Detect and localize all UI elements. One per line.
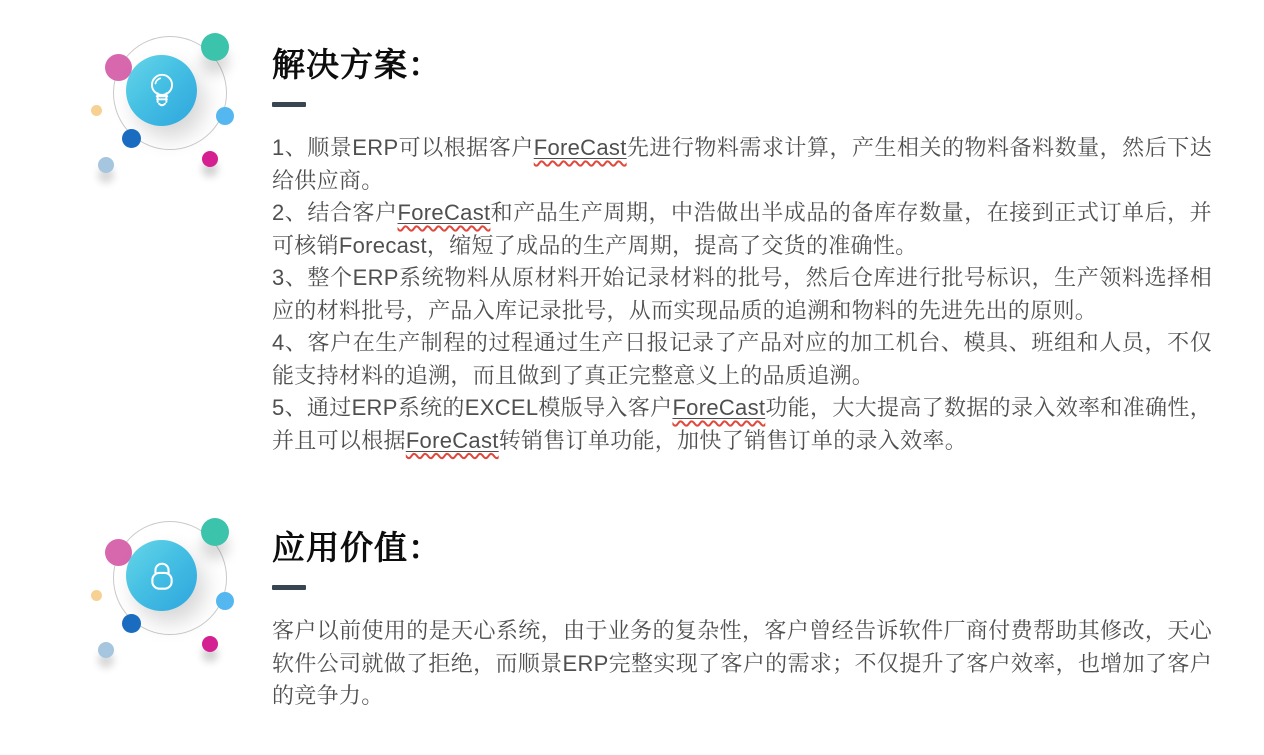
dot-teal (201, 33, 229, 61)
misspelled-word: ForeCast (405, 427, 499, 453)
dot-skyblue (216, 592, 234, 610)
misspelled-word: ForeCast (533, 135, 627, 160)
value-paragraphs (272, 615, 1212, 713)
dot-darkblue (122, 129, 141, 148)
paragraph: 3、整个ERP系统物料从原材料开始记录材料的批号，然后仓库进行批号标识，生产领料选择相应的材料批号，产品入库记录批号，从而实现品质的追溯和物料的先进先出的原则。 (272, 265, 1212, 323)
value-section (272, 527, 1212, 713)
solution-icon-circle (126, 55, 197, 126)
misspelled-word: ForeCast (397, 200, 491, 225)
value-icon-circle (126, 540, 197, 611)
solution-paragraphs (272, 132, 1212, 457)
solution-icon-cluster (85, 25, 245, 185)
dot-skyblue (216, 107, 234, 125)
paragraph: 2、结合客户ForeCast和产品生产周期，中浩做出半成品的备库存数量，在接到正式订单后，并可核销Forecast，缩短了成品的生产周期，提高了交货的准确性。 (272, 200, 1212, 258)
dot-paleblue (98, 157, 114, 173)
dot-darkblue (122, 614, 141, 633)
lock-icon (141, 555, 183, 597)
dot-yellow (91, 590, 102, 601)
dot-magenta (202, 151, 218, 167)
heading-underline-dash (272, 585, 306, 590)
paragraph: 客户以前使用的是天心系统，由于业务的复杂性，客户曾经告诉软件厂商付费帮助其修改，天心软件公司就做了拒绝，而顺景ERP完整实现了客户的需求；不仅提升了客户效率，也增加了客户的竞争力。 (272, 618, 1212, 708)
paragraph: 4、客户在生产制程的过程通过生产日报记录了产品对应的加工机台、模具、班组和人员，不仅能支持材料的追溯，而且做到了真正完整意义上的品质追溯。 (272, 330, 1212, 388)
solution-heading: 解决方案： (272, 46, 442, 83)
heading-underline-dash (272, 102, 306, 107)
paragraph: 5、通过ERP系统的EXCEL模版导入客户ForeCast功能，大大提高了数据的录入效率和准确性，并且可以根据ForeCast转销售订单功能，加快了销售订单的录入效率。 (272, 395, 1212, 453)
dot-paleblue (98, 642, 114, 658)
dot-yellow (91, 105, 102, 116)
dot-teal (201, 518, 229, 546)
value-heading: 应用价值： (272, 529, 442, 566)
value-icon-cluster (85, 510, 245, 670)
dot-magenta (202, 636, 218, 652)
paragraph: 1、顺景ERP可以根据客户ForeCast先进行物料需求计算，产生相关的物料备料数量，然后下达给供应商。 (272, 135, 1212, 193)
solution-section (272, 44, 1212, 457)
misspelled-word: ForeCast (672, 395, 766, 420)
lightbulb-icon (141, 70, 183, 112)
